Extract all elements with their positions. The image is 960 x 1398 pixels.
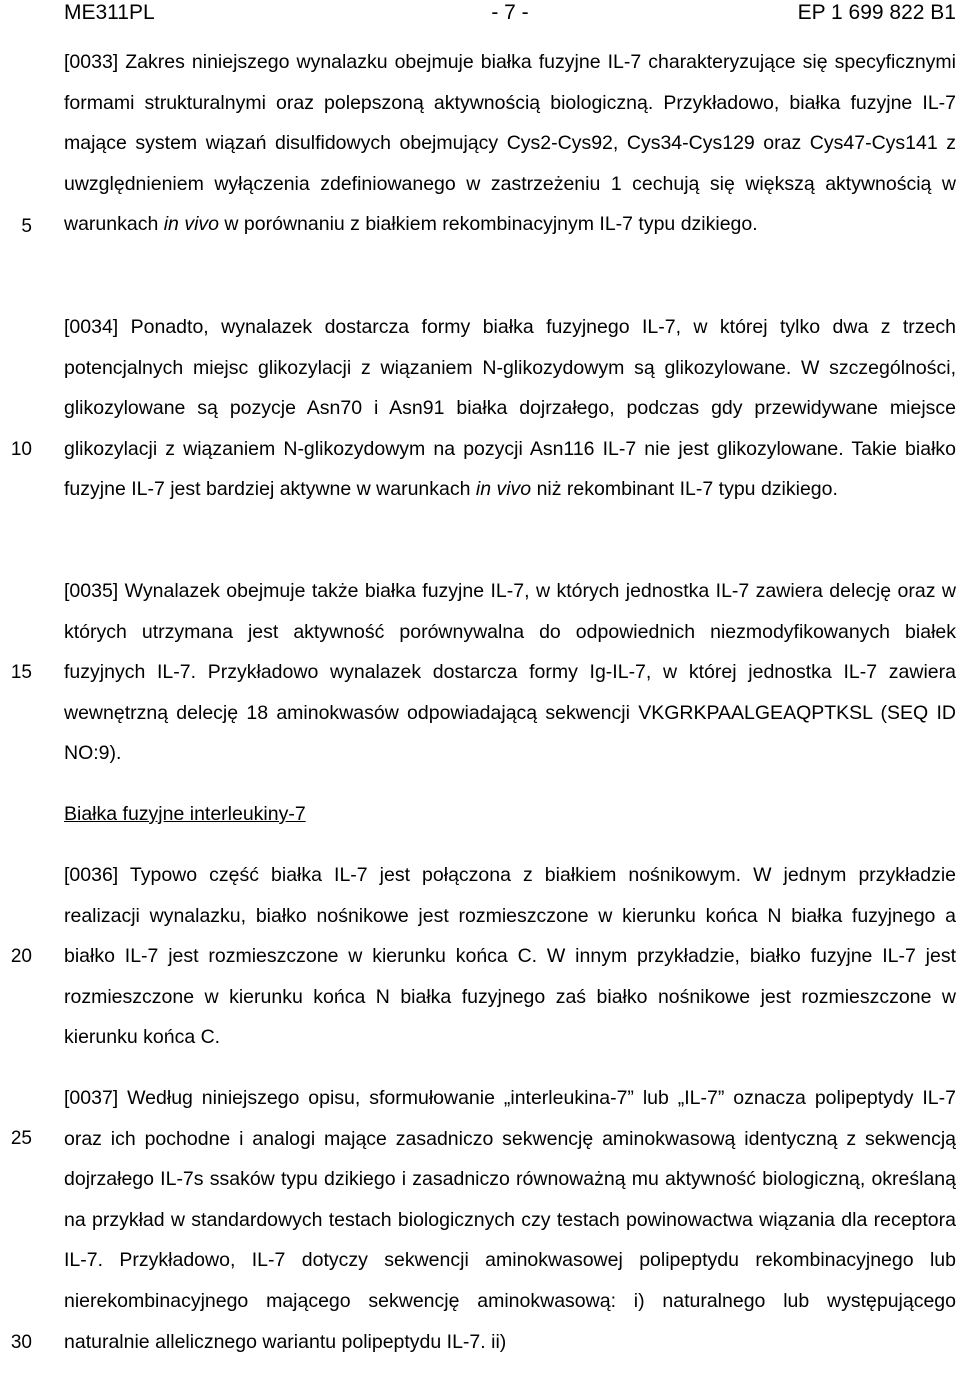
paragraph-text: Wynalazek obejmuje także białka fuzyjne IL-7, w których jednostka IL-7 zawiera delecję oraz w których utrzymana jest aktywność porównywalna do odpowiednich niezmodyfikowanych białek fuzyjnych IL-7. Przykładowo wynalazek dostarcza formy Ig-IL-7, w której jednostka IL-7 zawiera wewnętrzną delecję 18 aminokwasów odpowiadającą sekwencji VKGRKPAALGEAQPTKSL (SEQ ID NO:9). — [64, 580, 956, 765]
paragraph-0034 — [64, 307, 956, 510]
paragraph-tag: [0037] — [64, 1087, 119, 1109]
paragraph-tag: [0034] — [64, 316, 119, 338]
line-number: 10 — [10, 439, 32, 460]
line-number: 20 — [10, 946, 32, 967]
line-number: 15 — [10, 662, 32, 683]
line-number: 30 — [10, 1332, 32, 1353]
line-number: 5 — [21, 216, 32, 237]
paragraph-italic: in vivo — [475, 478, 532, 501]
paragraph-tag: [0035] — [64, 580, 119, 602]
page-number: - 7 - — [491, 1, 529, 24]
section-heading: Białka fuzyjne interleukiny-7 — [64, 803, 306, 825]
paragraph-0033 — [64, 42, 956, 245]
paragraph-0036 — [64, 855, 956, 1058]
paragraph-text: w porównaniu z białkiem rekombinacyjnym IL-7 typu dzikiego. — [219, 213, 758, 236]
page-header — [0, 0, 960, 26]
paragraph-tag: [0036] — [64, 864, 119, 886]
patent-number: EP 1 699 822 B1 — [797, 1, 956, 24]
paragraph-text: niż rekombinant IL-7 typu dzikiego. — [531, 478, 838, 501]
paragraph-tag: [0033] — [64, 51, 119, 73]
paragraph-italic: in vivo — [163, 213, 219, 236]
paragraph-text: Ponadto, wynalazek dostarcza formy białka fuzyjnego IL-7, w której tylko dwa z trzech potencjalnych miejsc glikozylacji z wiązaniem N-glikozydowym są glikozylowane. W szczególności, glikozylowane są pozycje Asn70 i Asn91 białka dojrzałego, podczas gdy przewidywane miejsce glikozylacji z wiązaniem N-glikozydowym na pozycji Asn116 IL-7 nie jest glikozylowane. Takie białko fuzyjne IL-7 jest bardziej aktywne w warunkach — [64, 316, 956, 501]
paragraph-text: Typowo część białka IL-7 jest połączona z białkiem nośnikowym. W jednym przykładzie realizacji wynalazku, białko nośnikowe jest rozmieszczone w kierunku końca N białka fuzyjnego a białko IL-7 jest rozmieszczone w kierunku końca C. W innym przykładzie, białko fuzyjne IL-7 jest rozmieszczone w kierunku końca N białka fuzyjnego zaś białko nośnikowe jest rozmieszczone w kierunku końca C. — [64, 864, 956, 1049]
paragraph-text: Zakres niniejszego wynalazku obejmuje białka fuzyjne IL-7 charakteryzujące się specyficznymi formami strukturalnymi oraz polepszoną aktywnością biologiczną. Przykładowo, białka fuzyjne IL-7 mające system wiązań disulfidowych obejmujący Cys2-Cys92, Cys34-Cys129 oraz Cys47-Cys141 z uwzględnieniem wyłączenia zdefiniowanego w zastrzeżeniu 1 cechują się większą aktywnością w warunkach — [64, 51, 956, 236]
paragraph-text: Według niniejszego opisu, sformułowanie „interleukina-7” lub „IL-7” oznacza polipeptydy IL-7 oraz ich pochodne i analogi mające zasadniczo sekwencję aminokwasową identyczną z sekwencją dojrzałego IL-7s ssaków typu dzikiego i zasadniczo równoważną mu aktywność biologiczną, określaną na przykład w standardowych testach biologicznych czy testach powinowactwa wiązania dla receptora IL-7. Przykładowo, IL-7 dotyczy sekwencji aminokwasowej polipeptydu rekombinacyjnego lub nierekombinacyjnego mającego sekwencję aminokwasową: i) naturalnego lub występującego naturalnie allelicznego wariantu polipeptydu IL-7. ii) — [64, 1087, 956, 1353]
paragraph-0035 — [64, 571, 956, 774]
document-code: ME311PL — [64, 1, 155, 24]
line-number: 25 — [10, 1128, 32, 1149]
paragraph-0037 — [64, 1078, 956, 1362]
